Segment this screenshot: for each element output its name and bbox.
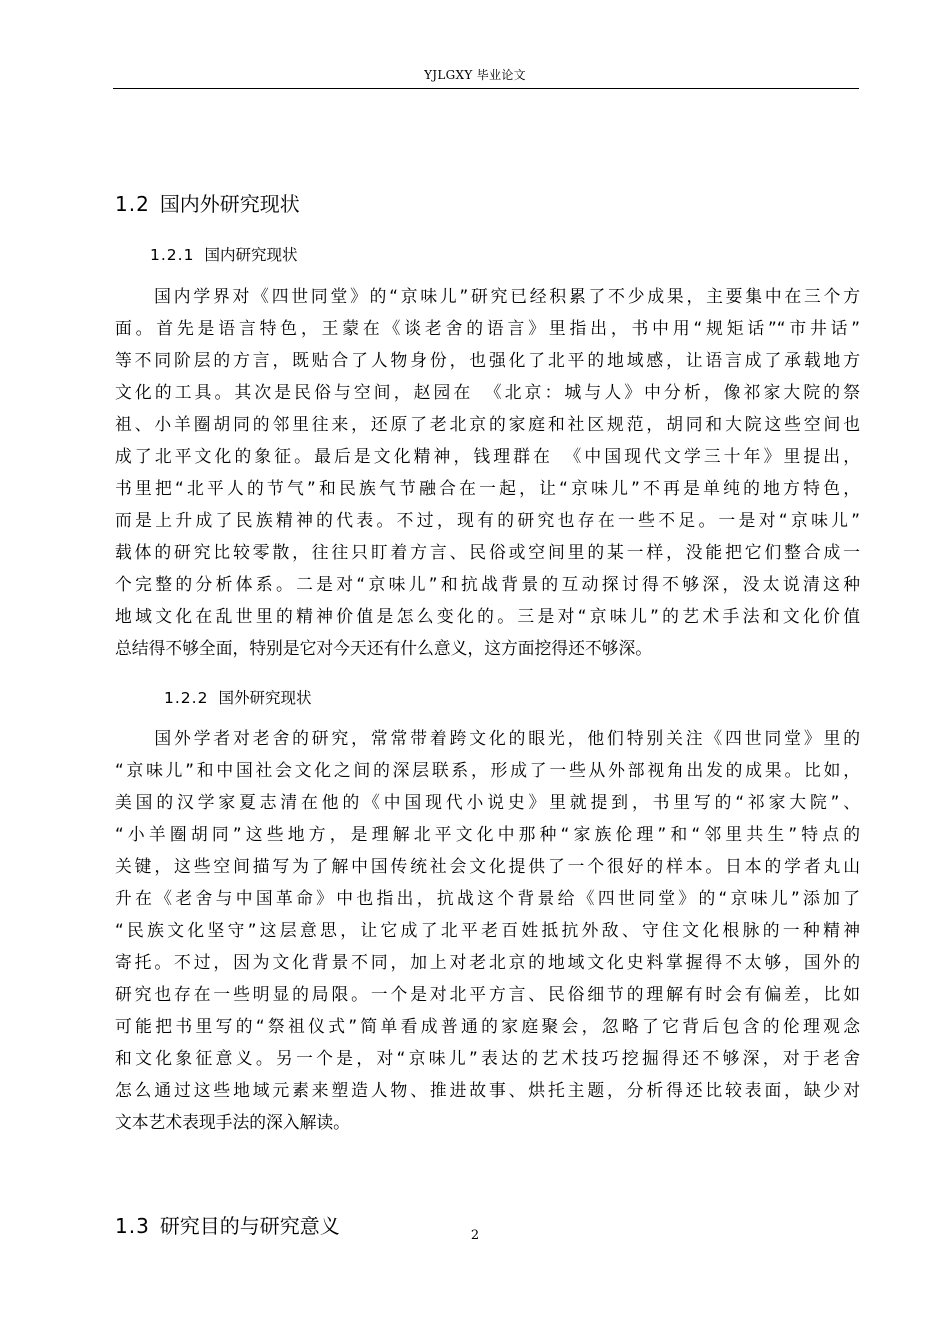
section-heading-1-2: [115, 188, 300, 217]
subsection-heading-1-2-2: [164, 686, 311, 708]
text-line: 个完整的分析体系。二是对“京味儿”和抗战背景的互动探讨得不够深，没太说清这种: [115, 574, 860, 594]
text-line: 和文化象征意义。另一个是，对“京味儿”表达的艺术技巧挖掘得还不够深，对于老舍: [115, 1048, 860, 1068]
text-line: 研究也存在一些明显的局限。一个是对北平方言、民俗细节的理解有时会有偏差，比如: [115, 984, 860, 1004]
text-line: 载体的研究比较零散，往往只盯着方言、民俗或空间里的某一样，没能把它们整合成一: [115, 542, 860, 562]
text-line: “民族文化坚守”这层意思，让它成了北平老百姓抵抗外敌、守住文化根脉的一种精神: [115, 920, 860, 940]
text-line: 关键，这些空间描写为了解中国传统社会文化提供了一个很好的样本。日本的学者丸山: [115, 856, 860, 876]
page-number: 2: [470, 1228, 480, 1243]
text-line: “京味儿”和中国社会文化之间的深层联系，形成了一些从外部视角出发的成果。比如，: [115, 760, 860, 780]
text-line: 国内学界对《四世同堂》的“京味儿”研究已经积累了不少成果，主要集中在三个方: [115, 286, 860, 306]
section-title: 研究目的与研究意义: [159, 1214, 340, 1238]
text-line: 美国的汉学家夏志清在他的《中国现代小说史》里就提到，书里写的“祁家大院”、: [115, 792, 860, 812]
subsection-number: 1.2.1: [150, 246, 195, 264]
text-line: 祖、小羊圈胡同的邻里往来，还原了老北京的家庭和社区规范，胡同和大院这些空间也: [115, 414, 860, 434]
text-line: 文化的工具。其次是民俗与空间，赵园在 《北京：城与人》中分析，像祁家大院的祭: [115, 382, 860, 402]
text-line: 寄托。不过，因为文化背景不同，加上对老北京的地域文化史料掌握得不太够，国外的: [115, 952, 860, 972]
text-line: 国外学者对老舍的研究，常常带着跨文化的眼光，他们特别关注《四世同堂》里的: [115, 728, 860, 748]
paragraph-domestic-research: [115, 280, 860, 664]
subsection-heading-1-2-1: [150, 243, 297, 265]
text-line: 地域文化在乱世里的精神价值是怎么变化的。三是对“京味儿”的艺术手法和文化价值: [115, 606, 860, 626]
text-line: “小羊圈胡同”这些地方，是理解北平文化中那种“家族伦理”和“邻里共生”特点的: [115, 824, 860, 844]
section-number: 1.3: [115, 1214, 150, 1238]
text-line: 升在《老舍与中国革命》中也指出，抗战这个背景给《四世同堂》的“京味儿”添加了: [115, 888, 860, 908]
text-line: 书里把“北平人的节气”和民族气节融合在一起，让“京味儿”不再是单纯的地方特色，: [115, 478, 860, 498]
page-header: YJLGXY 毕业论文: [424, 68, 526, 82]
subsection-number: 1.2.2: [164, 689, 209, 707]
text-line: 总结得不够全面，特别是它对今天还有什么意义，这方面挖得还不够深。: [115, 638, 653, 658]
subsection-title: 国内研究现状: [204, 246, 298, 264]
text-line: 等不同阶层的方言，既贴合了人物身份，也强化了北平的地域感，让语言成了承载地方: [115, 350, 860, 370]
text-line: 可能把书里写的“祭祖仪式”简单看成普通的家庭聚会，忽略了它背后包含的伦理观念: [115, 1016, 860, 1036]
text-line: 文本艺术表现手法的深入解读。: [115, 1112, 350, 1132]
section-title: 国内外研究现状: [159, 192, 300, 216]
paragraph-foreign-research: [115, 722, 860, 1138]
text-line: 怎么通过这些地域元素来塑造人物、推进故事、烘托主题，分析得还比较表面，缺少对: [115, 1080, 860, 1100]
section-number: 1.2: [115, 192, 150, 216]
text-line: 面。首先是语言特色，王蒙在《谈老舍的语言》里指出，书中用“规矩话”“市井话”: [115, 318, 860, 338]
subsection-title: 国外研究现状: [218, 689, 312, 707]
text-line: 成了北平文化的象征。最后是文化精神，钱理群在 《中国现代文学三十年》里提出，: [115, 446, 860, 466]
header-rule: [113, 88, 859, 89]
text-line: 而是上升成了民族精神的代表。不过，现有的研究也存在一些不足。一是对“京味儿”: [115, 510, 860, 530]
